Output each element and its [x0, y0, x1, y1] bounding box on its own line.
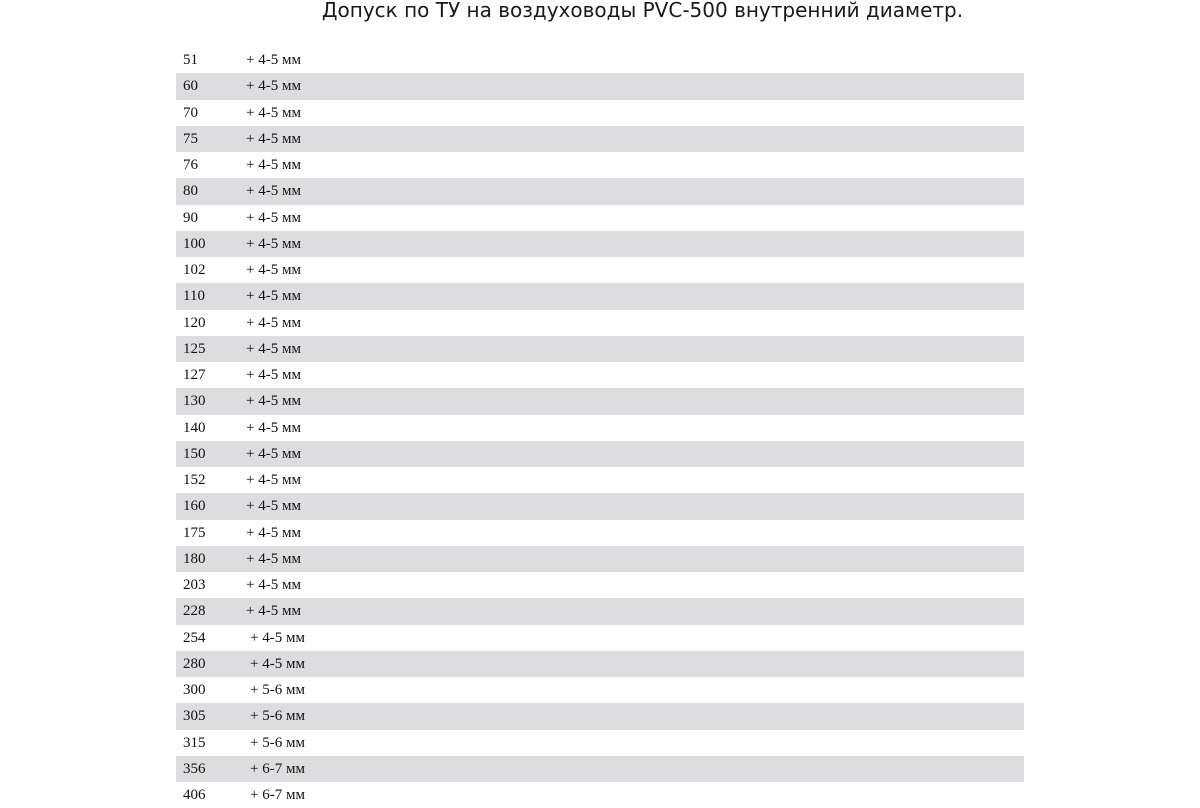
tolerance-cell: + 6-7 мм: [250, 760, 305, 777]
tolerance-table: [176, 47, 1024, 808]
diameter-cell: 150: [183, 445, 206, 462]
table-row: [176, 152, 1024, 178]
table-row: [176, 677, 1024, 703]
tolerance-cell: + 4-5 мм: [246, 235, 301, 252]
tolerance-cell: + 4-5 мм: [246, 524, 301, 541]
tolerance-cell: + 4-5 мм: [246, 209, 301, 226]
diameter-cell: 70: [183, 104, 198, 121]
tolerance-cell: + 4-5 мм: [246, 130, 301, 147]
diameter-cell: 100: [183, 235, 206, 252]
tolerance-cell: + 4-5 мм: [246, 550, 301, 567]
table-row: [176, 441, 1024, 467]
tolerance-cell: + 6-7 мм: [250, 787, 305, 803]
tolerance-cell: + 4-5 мм: [246, 393, 301, 410]
diameter-cell: 315: [183, 734, 206, 751]
diameter-cell: 75: [183, 130, 198, 147]
table-row: [176, 546, 1024, 572]
tolerance-cell: + 4-5 мм: [250, 629, 305, 646]
tolerance-cell: + 4-5 мм: [246, 262, 301, 278]
table-row: [176, 651, 1024, 677]
diameter-cell: 180: [183, 550, 206, 567]
table-row: [176, 100, 1024, 126]
table-row: [176, 126, 1024, 152]
table-row: [176, 782, 1024, 808]
tolerance-cell: + 4-5 мм: [246, 52, 301, 68]
tolerance-cell: + 5-6 мм: [250, 682, 305, 698]
tolerance-cell: + 5-6 мм: [250, 734, 305, 751]
tolerance-cell: + 4-5 мм: [246, 472, 301, 488]
diameter-cell: 76: [183, 157, 198, 173]
diameter-cell: 254: [183, 629, 206, 646]
table-row: [176, 283, 1024, 309]
tolerance-cell: + 4-5 мм: [246, 419, 301, 436]
diameter-cell: 51: [183, 52, 198, 68]
tolerance-cell: + 4-5 мм: [246, 183, 301, 200]
tolerance-cell: + 4-5 мм: [246, 104, 301, 121]
table-row: [176, 178, 1024, 204]
table-row: [176, 47, 1024, 73]
diameter-cell: 305: [183, 708, 206, 725]
tolerance-cell: + 4-5 мм: [246, 367, 301, 383]
tolerance-cell: + 4-5 мм: [246, 498, 301, 515]
table-row: [176, 467, 1024, 493]
diameter-cell: 160: [183, 498, 206, 515]
tolerance-cell: + 4-5 мм: [250, 655, 305, 672]
tolerance-cell: + 4-5 мм: [246, 288, 301, 305]
table-row: [176, 205, 1024, 231]
diameter-cell: 130: [183, 393, 206, 410]
tolerance-cell: + 4-5 мм: [246, 314, 301, 331]
diameter-cell: 125: [183, 340, 206, 357]
table-row: [176, 336, 1024, 362]
tolerance-cell: + 4-5 мм: [246, 78, 301, 95]
diameter-cell: 60: [183, 78, 198, 95]
table-row: [176, 388, 1024, 414]
table-row: [176, 756, 1024, 782]
diameter-cell: 406: [183, 787, 206, 803]
tolerance-cell: + 5-6 мм: [250, 708, 305, 725]
diameter-cell: 110: [183, 288, 205, 305]
diameter-cell: 280: [183, 655, 206, 672]
diameter-cell: 127: [183, 367, 206, 383]
diameter-cell: 80: [183, 183, 198, 200]
tolerance-cell: + 4-5 мм: [246, 577, 301, 593]
tolerance-cell: + 4-5 мм: [246, 157, 301, 173]
table-row: [176, 231, 1024, 257]
page-title: Допуск по ТУ на воздуховоды PVC-500 внутренний диаметр.: [321, 0, 964, 22]
table-row: [176, 520, 1024, 546]
table-row: [176, 310, 1024, 336]
table-row: [176, 73, 1024, 99]
table-row: [176, 598, 1024, 624]
diameter-cell: 300: [183, 682, 206, 698]
diameter-cell: 120: [183, 314, 206, 331]
table-row: [176, 572, 1024, 598]
diameter-cell: 356: [183, 760, 206, 777]
table-row: [176, 625, 1024, 651]
table-row: [176, 493, 1024, 519]
table-row: [176, 257, 1024, 283]
diameter-cell: 175: [183, 524, 206, 541]
diameter-cell: 140: [183, 419, 206, 436]
diameter-cell: 152: [183, 472, 206, 488]
diameter-cell: 102: [183, 262, 206, 278]
diameter-cell: 90: [183, 209, 198, 226]
tolerance-cell: + 4-5 мм: [246, 445, 301, 462]
table-row: [176, 362, 1024, 388]
tolerance-cell: + 4-5 мм: [246, 340, 301, 357]
diameter-cell: 228: [183, 603, 206, 620]
diameter-cell: 203: [183, 577, 206, 593]
tolerance-cell: + 4-5 мм: [246, 603, 301, 620]
table-row: [176, 730, 1024, 756]
table-row: [176, 415, 1024, 441]
table-row: [176, 703, 1024, 729]
